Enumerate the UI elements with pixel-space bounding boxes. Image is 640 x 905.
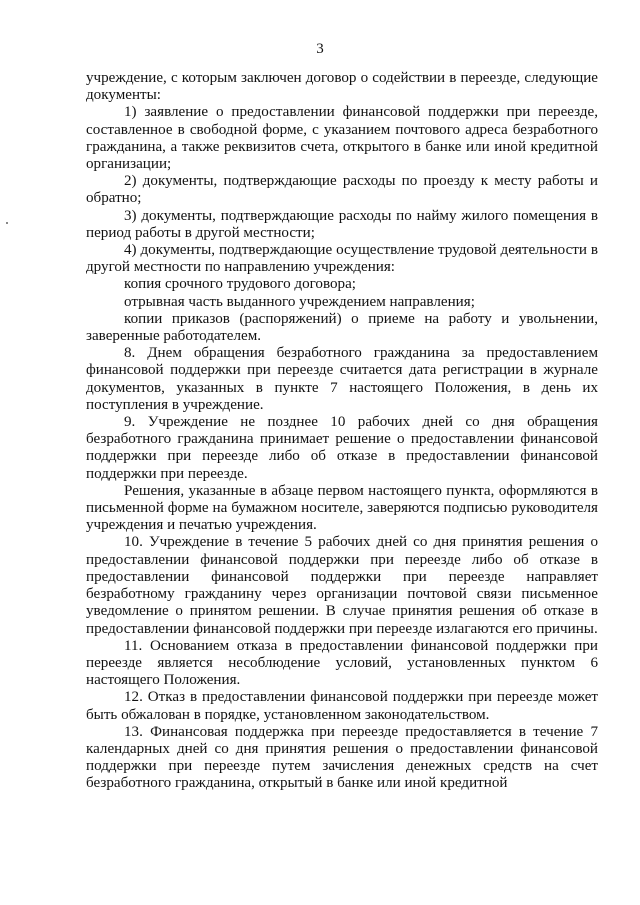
- page-number: 3: [316, 41, 324, 57]
- clause-11: 11. Основанием отказа в предоставлении финансовой поддержки при переезде является несоблюдение условий, установленных пунктом 6 настоящего Положения.: [86, 637, 598, 689]
- sub-item-orders-copies: копии приказов (распоряжений) о приеме на работу и увольнении, заверенные работодателем.: [86, 310, 598, 345]
- list-item-travel-expenses: 2) документы, подтверждающие расходы по проезду к месту работы и обратно;: [86, 173, 598, 207]
- clause-13: 13. Финансовая поддержка при переезде предоставляется в течение 7 календарных дней со дня принятия решения о предоставлении финансовой поддержки при переезде путем зачисления денежных средств на счет безработного гражданина, открытый в банке или иной кредитной: [86, 723, 598, 792]
- clause-12: 12. Отказ в предоставлении финансовой поддержки при переезде может быть обжалован в порядке, установленном законодательством.: [86, 689, 598, 723]
- paragraph-continuation: учреждение, с которым заключен договор о содействии в переезде, следующие документы:: [86, 70, 598, 104]
- clause-8: 8. Днем обращения безработного гражданина за предоставлением финансовой поддержки при переезде считается дата регистрации в журнале документов, указанных в пункте 7 настоящего Положения, в день их поступления в учреждение.: [86, 345, 598, 413]
- clause-9-decisions: Решения, указанные в абзаце первом настоящего пункта, оформляются в письменной форме на бумажном носителе, заверяются подписью руководителя учреждения и печатью учреждения.: [86, 482, 598, 534]
- document-body: [86, 70, 598, 793]
- sub-item-contract-copy: копия срочного трудового договора;: [124, 276, 356, 293]
- list-item-employment-documents: 4) документы, подтверждающие осуществление трудовой деятельности в другой местности по направлению учреждения:: [86, 242, 598, 276]
- clause-10: 10. Учреждение в течение 5 рабочих дней со дня принятия решения о предоставлении финансовой поддержки при переезде либо об отказе в предоставлении финансовой поддержки при переезде направляет безработному гражданину через организации почтовой связи письменное уведомление о принятом решении. В случае принятия решения об отказе в предоставлении финансовой поддержки при переезде излагаются его причины.: [86, 534, 598, 637]
- clause-9: 9. Учреждение не позднее 10 рабочих дней со дня обращения безработного гражданина принимает решение о предоставлении финансовой поддержки при переезде либо об отказе в предоставлении финансовой поддержки при переезде.: [86, 414, 598, 482]
- sub-item-referral-stub: отрывная часть выданного учреждением направления;: [124, 293, 475, 310]
- scan-artifact-dot: [6, 222, 8, 224]
- list-item-housing-expenses: 3) документы, подтверждающие расходы по найму жилого помещения в период работы в другой местности;: [86, 207, 598, 241]
- list-item-application: 1) заявление о предоставлении финансовой поддержки при переезде, составленное в свободной форме, с указанием почтового адреса безработного гражданина, а также реквизитов счета, открытого в банке или иной кредитной организации;: [86, 104, 598, 173]
